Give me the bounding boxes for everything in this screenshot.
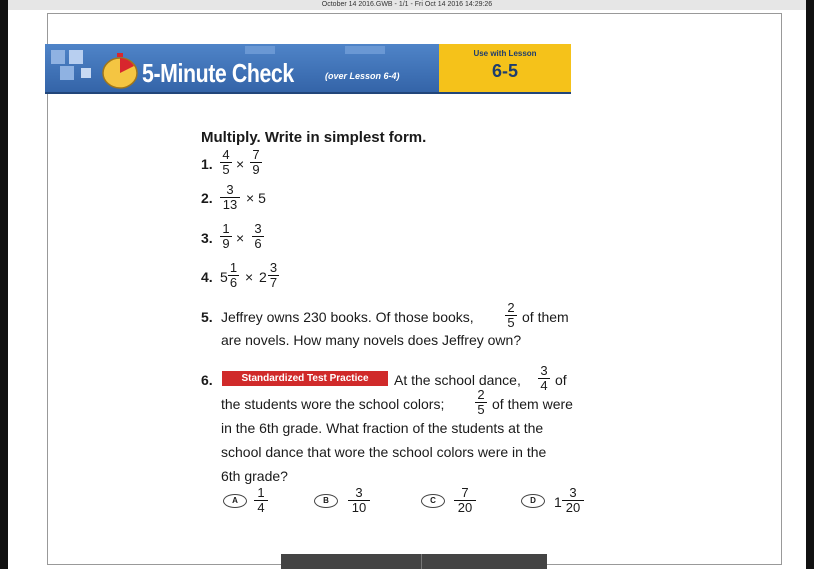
banner-square	[69, 50, 83, 64]
lesson-number: 6-5	[491, 61, 518, 81]
q6-text-line1b: of	[555, 372, 567, 388]
q5-fraction: $\frac{2}{5}$	[505, 301, 517, 330]
q4-number: 4.	[201, 269, 213, 285]
standardized-test-badge: Standardized Test Practice	[222, 371, 388, 386]
q5-text-line2: are novels. How many novels does Jeffrey own?	[221, 332, 522, 348]
lesson-tag	[439, 44, 571, 94]
banner-square	[245, 46, 275, 54]
option-a-bubble[interactable]: A	[223, 494, 247, 508]
q4-whole-a: 5	[220, 269, 228, 285]
q3-fraction-a: $\frac{1}{9}$	[220, 222, 232, 251]
q6-text-line4: school dance that wore the school colors were in the	[221, 444, 547, 460]
banner-subtitle: (over Lesson 6-4)	[325, 71, 400, 81]
option-d-bubble[interactable]: D	[521, 494, 545, 508]
stopwatch-icon	[100, 52, 140, 90]
file-info-strip: October 14 2016.GWB - 1/1 - Fri Oct 14 2016 14:29:26	[8, 0, 806, 10]
q5-number: 5.	[201, 309, 213, 325]
option-a-value: $\frac{1}{4}$	[254, 486, 268, 515]
q2-fraction-a: $\frac{3}{13}$	[220, 183, 240, 212]
page-sheet	[47, 13, 782, 565]
option-d-whole: 1	[554, 494, 562, 510]
q6-text-line1: At the school dance,	[394, 372, 521, 388]
option-c-value: $\frac{7}{20}$	[454, 486, 476, 515]
q1-number: 1.	[201, 156, 213, 172]
toolbar-divider	[421, 554, 422, 569]
bottom-toolbar[interactable]	[281, 554, 547, 569]
banner-title: 5-Minute Check	[142, 58, 294, 88]
banner-blue-band	[45, 44, 439, 94]
option-b-bubble[interactable]: B	[314, 494, 338, 508]
banner-square	[51, 50, 65, 64]
q6-text-line2: the students wore the school colors;	[221, 396, 445, 412]
q6-fraction-1: $\frac{3}{4}$	[538, 364, 550, 393]
instructions-heading: Multiply. Write in simplest form.	[201, 129, 427, 146]
banner-square	[345, 46, 385, 54]
q4-fraction-b: $\frac{3}{7}$	[269, 260, 278, 290]
q2-number: 2.	[201, 190, 213, 206]
q3-operator: ×	[236, 230, 245, 246]
q5-text-line1: Jeffrey owns 230 books. Of those books,	[221, 309, 474, 325]
q5-text-line1b: of them	[522, 309, 569, 325]
option-d-value: $\frac{3}{20}$	[562, 486, 584, 515]
q3-number: 3.	[201, 230, 213, 246]
q4-operator: ×	[245, 269, 254, 285]
q1-operator: ×	[236, 156, 245, 172]
q2-operator: × 5	[246, 190, 266, 206]
q1-fraction-b: $\frac{7}{9}$	[250, 148, 262, 177]
q6-text-line2b: of them were	[492, 396, 573, 412]
use-with-label: Use with Lesson	[473, 49, 537, 58]
option-c-bubble[interactable]: C	[421, 494, 445, 508]
banner-square	[60, 66, 74, 80]
q6-fraction-2: $\frac{2}{5}$	[475, 388, 487, 417]
q6-text-line5: 6th grade?	[221, 468, 288, 484]
q4-whole-b: 2	[259, 269, 267, 285]
lesson-banner	[45, 44, 571, 92]
q1-fraction-a: $\frac{4}{5}$	[220, 148, 232, 177]
q6-number: 6.	[201, 372, 213, 388]
banner-square	[81, 68, 91, 78]
q4-fraction-a: $\frac{1}{6}$	[229, 260, 238, 290]
left-frame	[0, 0, 8, 569]
option-b-value: $\frac{3}{10}$	[348, 486, 370, 515]
q6-text-line3: in the 6th grade. What fraction of the students at the	[221, 420, 544, 436]
q3-fraction-b: $\frac{3}{6}$	[252, 222, 264, 251]
right-frame	[806, 0, 814, 569]
